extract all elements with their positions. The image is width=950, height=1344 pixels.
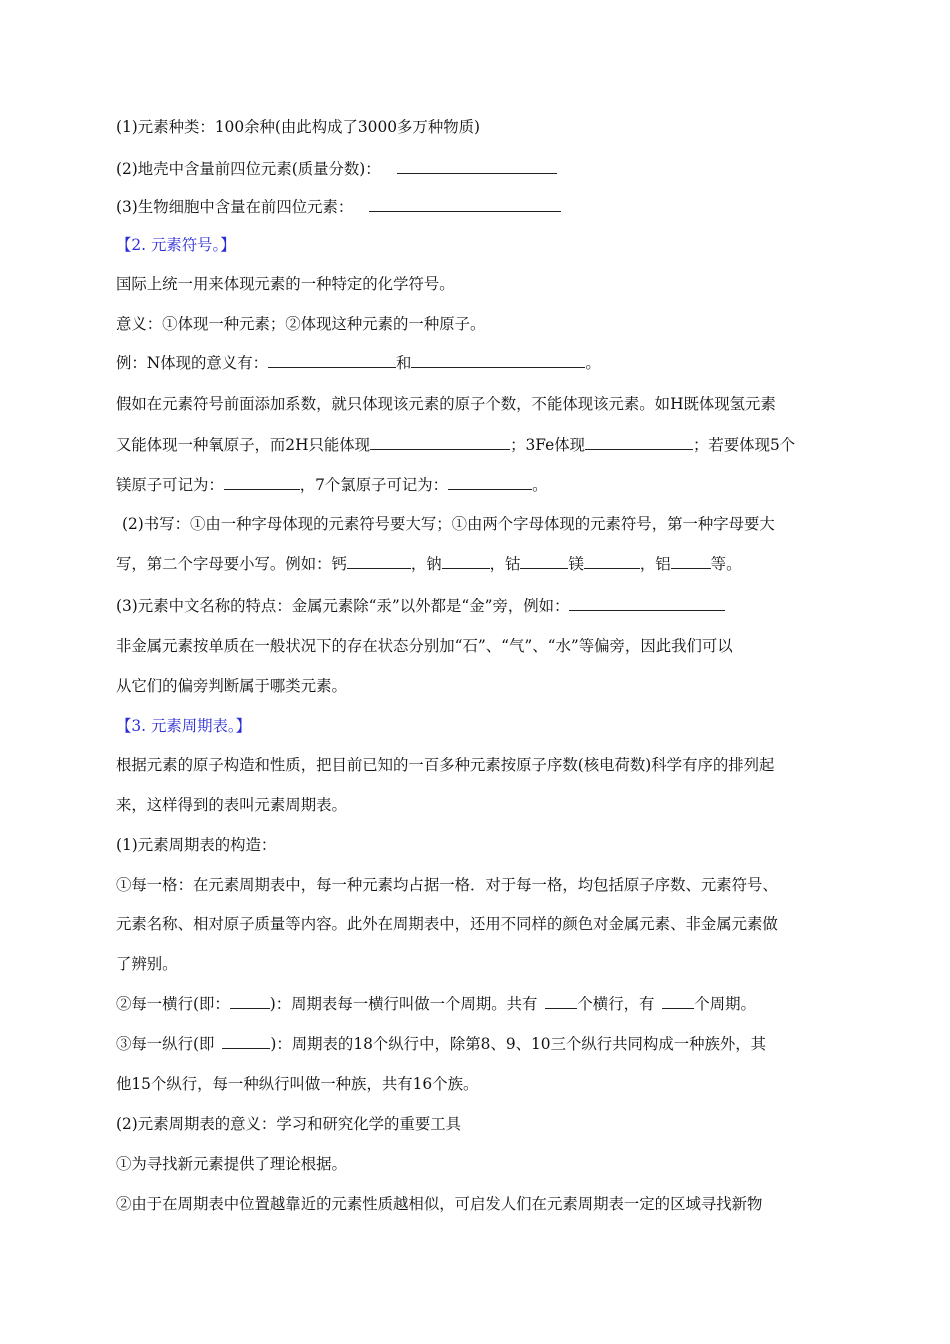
line-writing-examples — [116, 553, 741, 575]
line-significance-heading: (2)元素周期表的意义：学习和研究化学的重要工具 — [116, 1115, 462, 1133]
answer-blank[interactable] — [268, 353, 396, 368]
line-significance-2: ②由于在周期表中位置越靠近的元素性质越相似，可启发人们在元素周期表一定的区域寻找新物 — [116, 1195, 763, 1213]
line-radical-judgment: 从它们的偏旁判断属于哪类元素。 — [116, 677, 347, 695]
answer-blank[interactable] — [347, 554, 411, 569]
answer-blank[interactable] — [584, 554, 640, 569]
line-periodic-table-definition-2: 来，这样得到的表叫元素周期表。 — [116, 796, 347, 814]
text: ③每一纵行(即 — [116, 1035, 215, 1053]
answer-blank[interactable] — [230, 994, 270, 1009]
answer-blank[interactable] — [520, 554, 568, 569]
text: 和 — [395, 354, 412, 372]
text: ，钠 — [410, 555, 442, 573]
text: )：周期表的18个纵行中，除第8、9、10三个纵行共同构成一种族外，其 — [270, 1035, 767, 1053]
answer-blank[interactable] — [448, 475, 532, 490]
text: 。 — [585, 354, 601, 372]
text: 。 — [532, 476, 548, 494]
line-2h-3fe — [116, 434, 795, 456]
line-example-n — [116, 352, 601, 374]
line-each-cell-1: ①每一格：在元素周期表中，每一种元素均占据一格．对于每一格，均包括原子序数、元素符号、 — [116, 876, 778, 894]
line-symbol-meaning: 意义：①体现一种元素；②体现这种元素的一种原子。 — [116, 315, 486, 333]
answer-blank[interactable] — [545, 994, 577, 1009]
line-chinese-name-nonmetal: 非金属元素按单质在一般状况下的存在状态分别加“石”、“气”、“水”等偏旁，因此我们可以 — [116, 637, 733, 655]
answer-blank[interactable] — [222, 1034, 270, 1049]
line-mg-cl-atoms — [116, 474, 547, 496]
line-each-column-1 — [116, 1033, 766, 1055]
text: 镁原子可记为： — [116, 476, 224, 494]
text: ，钴 — [489, 555, 521, 573]
answer-blank[interactable] — [671, 554, 711, 569]
answer-blank[interactable] — [224, 475, 300, 490]
line-each-column-2: 他15个纵行，每一种纵行叫做一种族，共有16个族。 — [116, 1075, 479, 1093]
text: 例：N体现的意义有： — [116, 354, 268, 372]
line-cell-elements — [116, 196, 561, 218]
text: (3)生物细胞中含量在前四位元素： — [116, 198, 354, 216]
text: 又能体现一种氧原子，而2H只能体现 — [116, 436, 371, 454]
text: (2)地壳中含量前四位元素(质量分数)： — [116, 160, 381, 178]
line-crust-elements — [116, 158, 557, 180]
text: (3)元素中文名称的特点：金属元素除“汞”以外都是“金”旁，例如： — [116, 597, 570, 615]
answer-blank[interactable] — [662, 994, 694, 1009]
answer-blank[interactable] — [370, 435, 510, 450]
text: 等。 — [710, 555, 742, 573]
text: ，铝 — [639, 555, 671, 573]
text: ；3Fe体现 — [510, 436, 585, 454]
line-each-cell-3: 了辨别。 — [116, 955, 178, 973]
line-symbol-definition: 国际上统一用来体现元素的一种特定的化学符号。 — [116, 275, 455, 293]
text: 个周期。 — [694, 995, 756, 1013]
text: ②每一横行(即： — [116, 995, 230, 1013]
line-structure-heading: (1)元素周期表的构造： — [116, 836, 277, 854]
answer-blank[interactable] — [569, 596, 725, 611]
line-chinese-name-metal — [116, 595, 725, 617]
answer-blank[interactable] — [442, 554, 490, 569]
section-heading-periodic-table: 【3. 元素周期表。】 — [116, 717, 252, 735]
text: 个横行，有 — [577, 995, 655, 1013]
line-element-types: (1)元素种类：100余种(由此构成了3000多万种物质) — [116, 118, 480, 136]
answer-blank[interactable] — [411, 353, 585, 368]
line-each-cell-2: 元素名称、相对原子质量等内容。此外在周期表中，还用不同样的颜色对金属元素、非金属元素做 — [116, 915, 778, 933]
line-periodic-table-definition-1: 根据元素的原子构造和性质，把目前已知的一百多种元素按原子序数(核电荷数)科学有序的排列起 — [116, 756, 775, 774]
answer-blank[interactable] — [397, 159, 557, 174]
text: 写，第二个字母要小写。例如：钙 — [116, 555, 347, 573]
line-significance-1: ①为寻找新元素提供了理论根据。 — [116, 1155, 347, 1173]
section-heading-element-symbol: 【2. 元素符号。】 — [116, 236, 236, 254]
text: ，7个氯原子可记为： — [299, 476, 449, 494]
text: ；若要体现5个 — [693, 436, 796, 454]
line-writing-rule: (2)书写：①由一种字母体现的元素符号要大写；①由两个字母体现的元素符号，第一种字母要大 — [122, 515, 775, 533]
line-each-row — [116, 993, 756, 1015]
text: 镁 — [568, 555, 584, 573]
answer-blank[interactable] — [369, 197, 561, 212]
text: )：周期表每一横行叫做一个周期。共有 — [269, 995, 538, 1013]
line-coefficient-rule: 假如在元素符号前面添加系数，就只体现该元素的原子个数，不能体现该元素。如H既体现氢元素 — [116, 395, 776, 413]
answer-blank[interactable] — [585, 435, 693, 450]
